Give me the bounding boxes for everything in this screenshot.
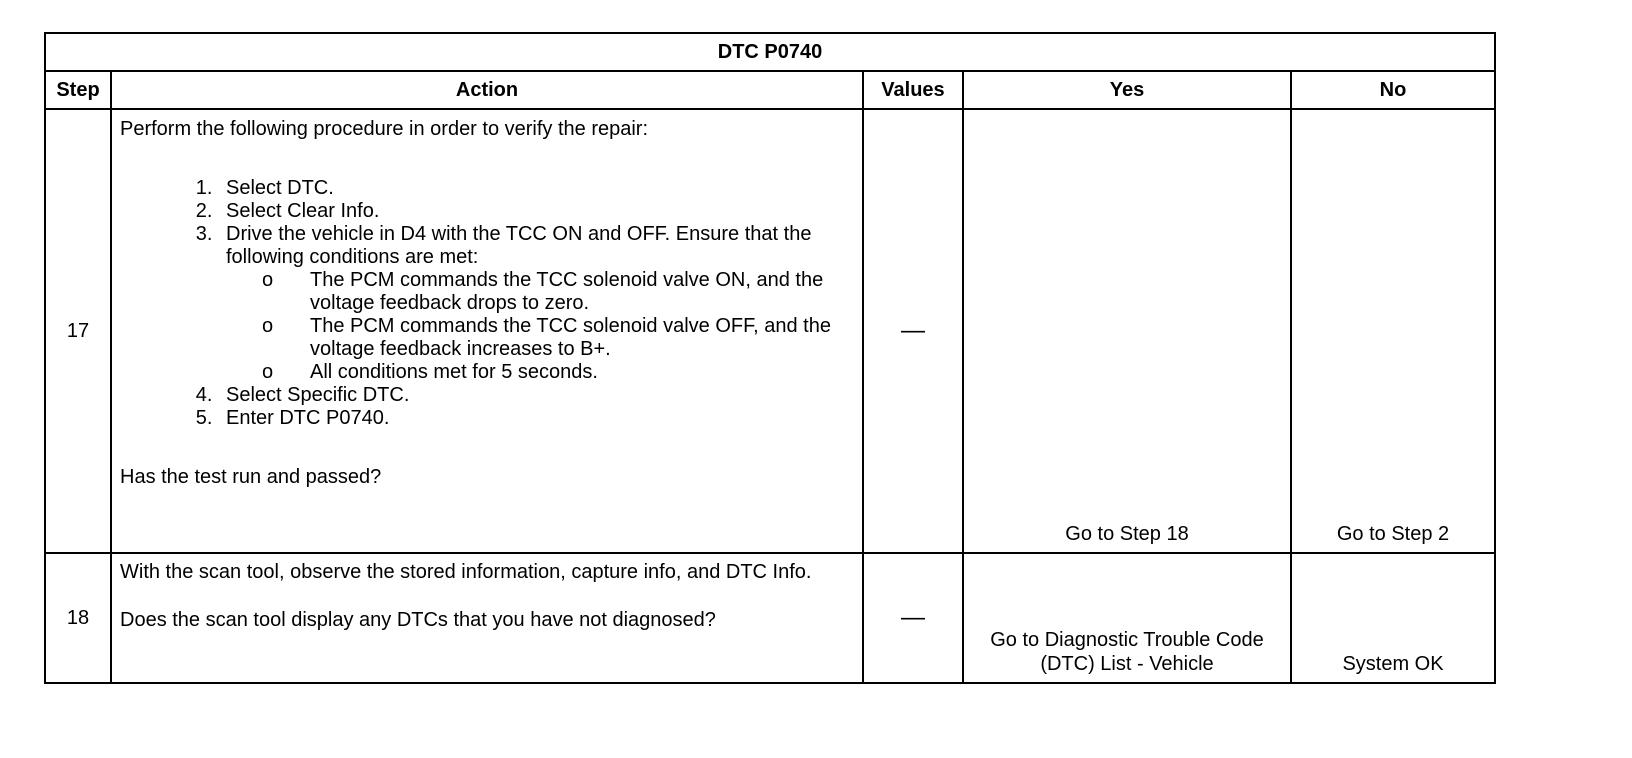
step-header: Step	[45, 71, 111, 109]
condition-list	[226, 269, 854, 384]
table-row	[45, 109, 1495, 553]
action-intro: Perform the following procedure in order to verify the repair:	[120, 118, 649, 140]
action-question: Has the test run and passed?	[120, 466, 382, 488]
table-title: DTC P0740	[45, 33, 1495, 71]
action-question: Does the scan tool display any DTCs that you have not diagnosed?	[120, 609, 716, 631]
action-cell	[111, 109, 863, 553]
step-number: 17	[45, 109, 111, 553]
no-header: No	[1291, 71, 1495, 109]
procedure-step	[218, 177, 854, 200]
yes-cell: Go to Step 18	[963, 109, 1291, 553]
procedure-step-text: Select Specific DTC.	[226, 384, 410, 406]
yes-header: Yes	[963, 71, 1291, 109]
dtc-table	[44, 32, 1496, 684]
action-header: Action	[111, 71, 863, 109]
action-intro: With the scan tool, observe the stored information, capture info, and DTC Info.	[120, 561, 812, 583]
procedure-step	[218, 384, 854, 407]
step-number: 18	[45, 553, 111, 683]
no-cell: System OK	[1291, 553, 1495, 683]
procedure-step-text: Select Clear Info.	[226, 200, 380, 222]
no-cell: Go to Step 2	[1291, 109, 1495, 553]
procedure-step	[218, 223, 854, 384]
procedure-step-text: Enter DTC P0740.	[226, 407, 390, 429]
condition-item: o All conditions met for 5 seconds.	[262, 361, 854, 384]
values-header: Values	[863, 71, 963, 109]
yes-cell: Go to Diagnostic Trouble Code (DTC) List - Vehicle	[963, 553, 1291, 683]
values-cell: —	[863, 109, 963, 553]
condition-item: o The PCM commands the TCC solenoid valve OFF, and the voltage feedback increases to B+.	[262, 315, 854, 361]
action-cell	[111, 553, 863, 683]
procedure-step	[218, 200, 854, 223]
condition-item: o The PCM commands the TCC solenoid valve ON, and the voltage feedback drops to zero.	[262, 269, 854, 315]
values-cell: —	[863, 553, 963, 683]
procedure-step	[218, 407, 854, 430]
procedure-step-text: Select DTC.	[226, 177, 334, 199]
table-row	[45, 553, 1495, 683]
procedure-list	[120, 177, 854, 430]
procedure-step-text: Drive the vehicle in D4 with the TCC ON and OFF. Ensure that the following conditions are met:	[226, 223, 812, 268]
